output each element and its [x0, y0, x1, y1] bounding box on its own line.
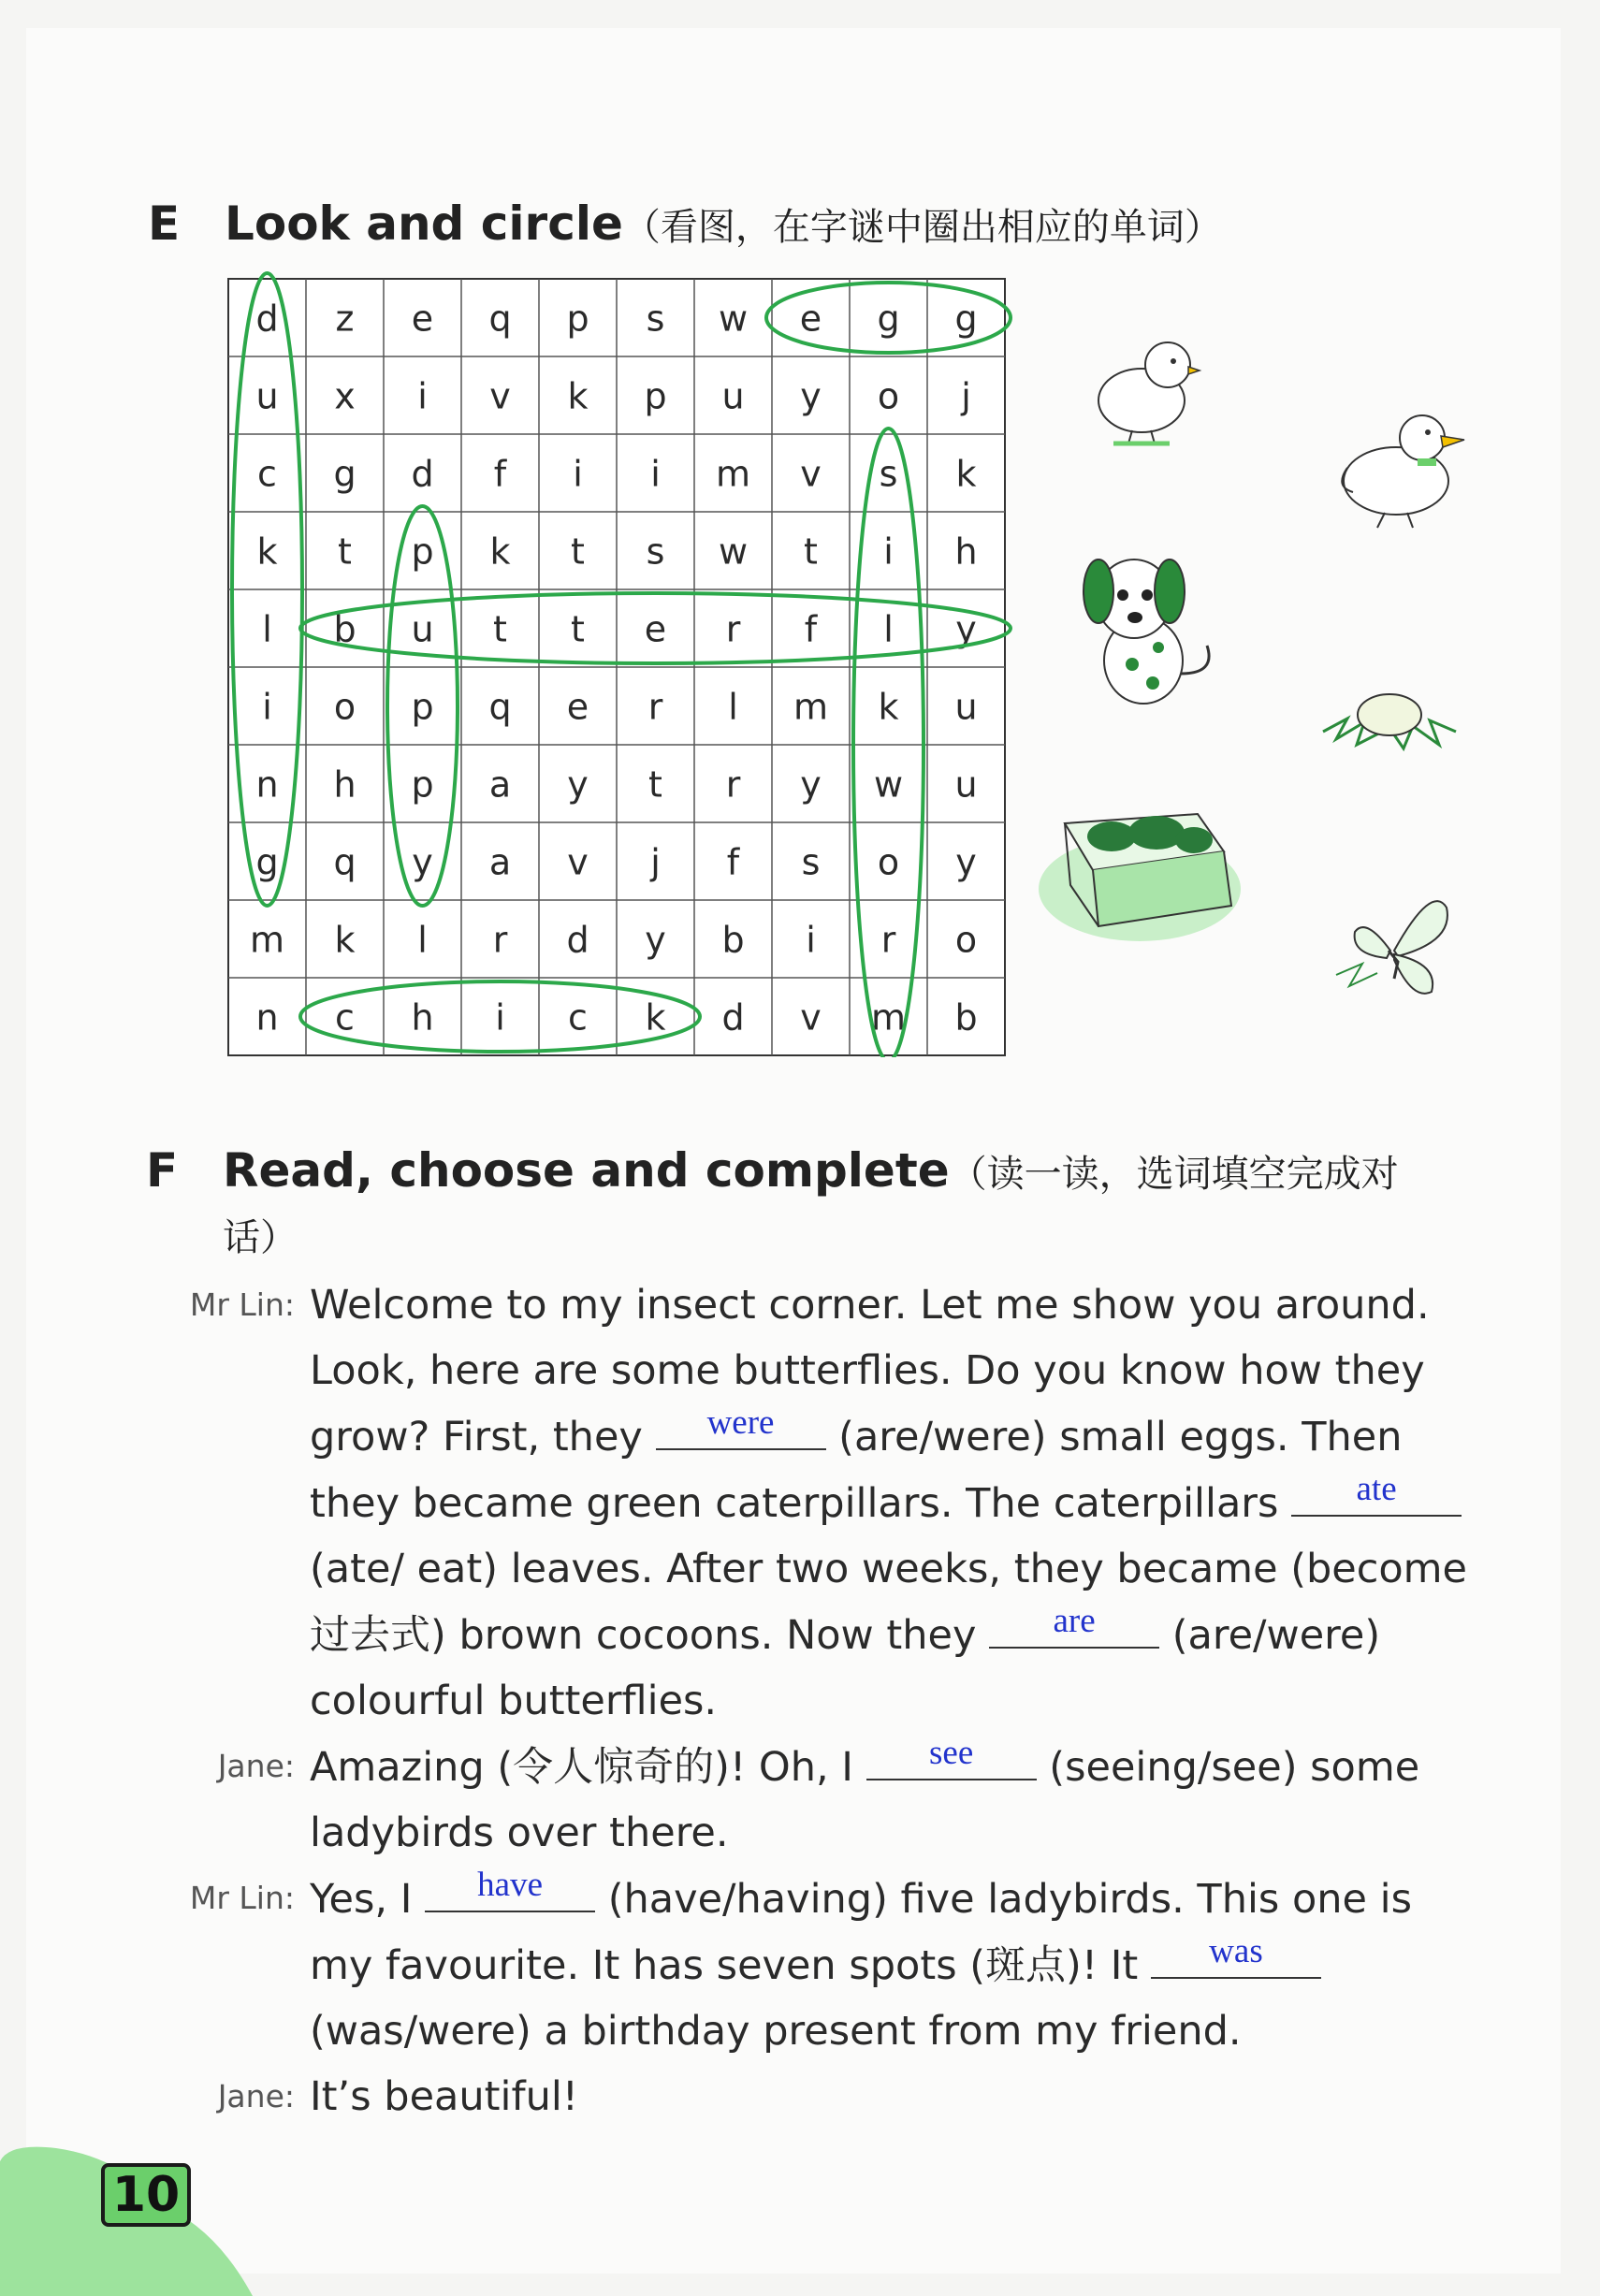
dialogue-turn-jane-2 — [168, 2064, 1478, 2129]
grid-letter[interactable]: c — [335, 996, 355, 1039]
chick-picture — [1076, 327, 1207, 449]
grid-letter[interactable]: t — [338, 530, 352, 573]
speech-text — [310, 1734, 1478, 1866]
grid-letter[interactable]: i — [417, 375, 428, 417]
grid-letter[interactable]: i — [495, 996, 505, 1039]
grid-letter[interactable]: a — [488, 763, 512, 806]
dialogue — [168, 1272, 1478, 2129]
duckling-picture — [1329, 402, 1469, 533]
grid-letter[interactable]: g — [954, 298, 978, 340]
grid-letter[interactable]: v — [567, 841, 589, 883]
grid-letter[interactable]: h — [954, 530, 978, 573]
speaker-label: Mr Lin: — [189, 1880, 295, 1916]
answer-1: were — [706, 1403, 775, 1442]
grid-letter[interactable]: g — [333, 453, 356, 495]
dialogue-turn-mr-lin-2 — [168, 1866, 1478, 2064]
egg-picture — [1319, 674, 1460, 758]
grid-letter[interactable]: r — [725, 763, 741, 806]
answer-6: was — [1209, 1932, 1263, 1970]
grid-letter[interactable]: n — [255, 996, 279, 1039]
grid-letter[interactable]: y — [412, 841, 433, 883]
grid-letter[interactable]: p — [566, 298, 589, 340]
section-e-letter: E — [148, 196, 181, 251]
section-f-title-line2 — [223, 1207, 298, 1261]
dialogue-turn-mr-lin-1 — [168, 1272, 1478, 1734]
silkworm-picture — [1037, 786, 1243, 945]
speaker-label: Jane: — [217, 2078, 295, 2114]
grid-letter[interactable]: t — [648, 763, 662, 806]
answer-blank-5[interactable] — [425, 1866, 595, 1912]
grid-letter[interactable]: i — [883, 530, 894, 573]
grid-letter[interactable]: d — [411, 453, 434, 495]
speech-segment: (was/were) a birthday present from my friend. — [310, 2008, 1242, 2055]
answer-blank-6[interactable] — [1151, 1932, 1321, 1979]
grid-letter[interactable]: p — [411, 763, 434, 806]
grid-letter[interactable]: e — [411, 298, 434, 340]
grid-letter[interactable]: f — [493, 453, 507, 495]
grid-letter[interactable]: b — [954, 996, 978, 1039]
grid-letter[interactable]: s — [646, 530, 665, 573]
grid-letter[interactable]: o — [877, 841, 900, 883]
grid-letter[interactable]: w — [718, 530, 749, 573]
grid-letter[interactable]: m — [870, 996, 907, 1039]
word-search-grid — [225, 271, 1029, 1057]
speech-text — [310, 2064, 1478, 2129]
answer-3: are — [1053, 1602, 1096, 1640]
speech-segment: Yes, I — [310, 1876, 426, 1923]
grid-letter[interactable]: s — [879, 453, 898, 495]
answer-blank-3[interactable] — [989, 1602, 1159, 1649]
speaker-label: Mr Lin: — [189, 1286, 295, 1323]
page-number: 10 — [101, 2163, 191, 2227]
grid-letter[interactable]: u — [255, 375, 279, 417]
puppy-picture — [1067, 543, 1226, 711]
grid-letter[interactable]: h — [411, 996, 434, 1039]
grid-letter[interactable]: e — [799, 298, 822, 340]
grid-letter[interactable]: i — [573, 453, 583, 495]
grid-letter[interactable]: v — [489, 375, 511, 417]
grid-letter[interactable]: y — [955, 608, 977, 650]
section-f-letter: F — [146, 1143, 179, 1198]
grid-letter[interactable]: i — [650, 453, 661, 495]
grid-letter[interactable]: t — [571, 608, 585, 650]
grid-letter[interactable]: o — [877, 375, 900, 417]
grid-letter[interactable]: d — [721, 996, 745, 1039]
grid-letter[interactable]: m — [715, 453, 751, 495]
answer-blank-4[interactable] — [866, 1734, 1037, 1780]
grid-letter[interactable]: v — [800, 996, 822, 1039]
grid-letter[interactable]: u — [954, 686, 978, 728]
answer-blank-2[interactable] — [1291, 1470, 1462, 1517]
grid-letter[interactable]: t — [804, 530, 818, 573]
grid-letter[interactable]: m — [249, 919, 285, 961]
grid-letter[interactable]: r — [492, 919, 508, 961]
grid-letter[interactable]: q — [488, 686, 512, 728]
grid-letter[interactable]: s — [801, 841, 821, 883]
grid-letter[interactable]: l — [262, 608, 272, 650]
speech-segment: It’s beautiful! — [310, 2073, 579, 2120]
butterfly-picture — [1329, 889, 1460, 1010]
grid-letter[interactable]: w — [718, 298, 749, 340]
grid-letter[interactable]: y — [800, 375, 822, 417]
grid-letter[interactable]: o — [954, 919, 978, 961]
grid-letter[interactable]: p — [644, 375, 667, 417]
speech-segment: Welcome to my insect corner. Let me show you around. Look, here are some butterflies. Do you know how they grow? First, they — [310, 1282, 1430, 1460]
grid-letter[interactable]: v — [800, 453, 822, 495]
grid-letter[interactable]: c — [568, 996, 588, 1039]
grid-letter[interactable]: a — [488, 841, 512, 883]
answer-5: have — [477, 1866, 544, 1904]
grid-letter[interactable]: i — [806, 919, 816, 961]
grid-letter[interactable]: z — [335, 298, 355, 340]
grid-letter[interactable]: y — [567, 763, 589, 806]
grid-letter[interactable]: g — [877, 298, 900, 340]
speech-segment: (are/were) small eggs. Then they became green caterpillars. The caterpillars — [310, 1414, 1403, 1527]
speaker-label: Jane: — [217, 1748, 295, 1784]
grid-letter[interactable]: f — [804, 608, 818, 650]
grid-letter[interactable]: u — [954, 763, 978, 806]
grid-letter[interactable]: x — [334, 375, 356, 417]
grid-letter[interactable]: j — [961, 375, 971, 417]
grid-letter[interactable]: l — [883, 608, 894, 650]
answer-2: ate — [1356, 1470, 1397, 1508]
grid-letter[interactable]: q — [488, 298, 512, 340]
grid-letter[interactable]: g — [255, 841, 279, 883]
speech-segment: (have/having) five ladybirds. This one is my favourite. It has seven spots (斑点)! It — [310, 1876, 1413, 1989]
grid-letter[interactable]: y — [645, 919, 666, 961]
answer-4: see — [929, 1734, 974, 1772]
grid-letter[interactable]: y — [800, 763, 822, 806]
section-f-title — [223, 1143, 1399, 1198]
grid-letter[interactable]: t — [571, 530, 585, 573]
section-e-title-en: Look and circle — [225, 196, 623, 251]
section-f-title-en: Read, choose and complete — [223, 1143, 950, 1198]
grid-letter[interactable]: k — [645, 996, 666, 1039]
grid-letter[interactable]: b — [333, 608, 356, 650]
grid-letter[interactable]: d — [255, 298, 279, 340]
grid-letter[interactable]: p — [411, 686, 434, 728]
speech-segment: (seeing/see) some ladybirds over there. — [310, 1744, 1420, 1856]
speech-segment: (ate/ eat) leaves. After two weeks, they became (become过去式) brown cocoons. Now they — [310, 1546, 1468, 1659]
dialogue-turn-jane-1 — [168, 1734, 1478, 1866]
grid-letter[interactable]: f — [726, 841, 740, 883]
grid-letter[interactable]: u — [411, 608, 434, 650]
grid-letter[interactable]: e — [566, 686, 589, 728]
section-f-title-cn-1: （读一读，选词填空完成对 — [949, 1153, 1399, 1196]
answer-blank-1[interactable] — [656, 1403, 826, 1450]
grid-letter[interactable]: c — [257, 453, 277, 495]
grid-letter[interactable]: r — [647, 686, 663, 728]
grid-letter[interactable]: m — [793, 686, 829, 728]
grid-letter[interactable]: i — [262, 686, 272, 728]
grid-letter[interactable]: k — [256, 530, 278, 573]
speech-text — [310, 1866, 1478, 2064]
grid-letter[interactable]: w — [873, 763, 904, 806]
grid-letter[interactable]: r — [725, 608, 741, 650]
grid-letter[interactable]: r — [880, 919, 896, 961]
grid-letter[interactable]: q — [333, 841, 356, 883]
grid-letter[interactable]: k — [878, 686, 899, 728]
grid-letter[interactable]: d — [566, 919, 589, 961]
grid-letter[interactable]: y — [955, 841, 977, 883]
speech-text — [310, 1272, 1478, 1734]
grid-letter[interactable]: t — [493, 608, 507, 650]
grid-letter[interactable]: o — [333, 686, 356, 728]
grid-letter[interactable]: n — [255, 763, 279, 806]
section-e-title-cn: （看图，在字谜中圈出相应的单词） — [622, 206, 1222, 249]
speech-segment: (are/were) colourful butterflies. — [310, 1612, 1381, 1724]
section-f-title-cn-2: 话） — [223, 1216, 298, 1259]
grid-letter[interactable]: p — [411, 530, 434, 573]
grid-letter[interactable]: b — [721, 919, 745, 961]
grid-letter[interactable]: l — [417, 919, 428, 961]
grid-letter[interactable]: k — [334, 919, 356, 961]
grid-letter[interactable]: k — [955, 453, 977, 495]
grid-letter[interactable]: u — [721, 375, 745, 417]
speech-segment: Amazing (令人惊奇的)! Oh, I — [310, 1744, 866, 1791]
grid-letter[interactable]: j — [650, 841, 661, 883]
section-e-title — [225, 196, 1222, 251]
grid-letter[interactable]: k — [567, 375, 589, 417]
grid-letter[interactable]: l — [728, 686, 738, 728]
grid-letter[interactable]: s — [646, 298, 665, 340]
grid-letter[interactable]: h — [333, 763, 356, 806]
grid-letter[interactable]: e — [644, 608, 667, 650]
grid-letter[interactable]: k — [489, 530, 511, 573]
